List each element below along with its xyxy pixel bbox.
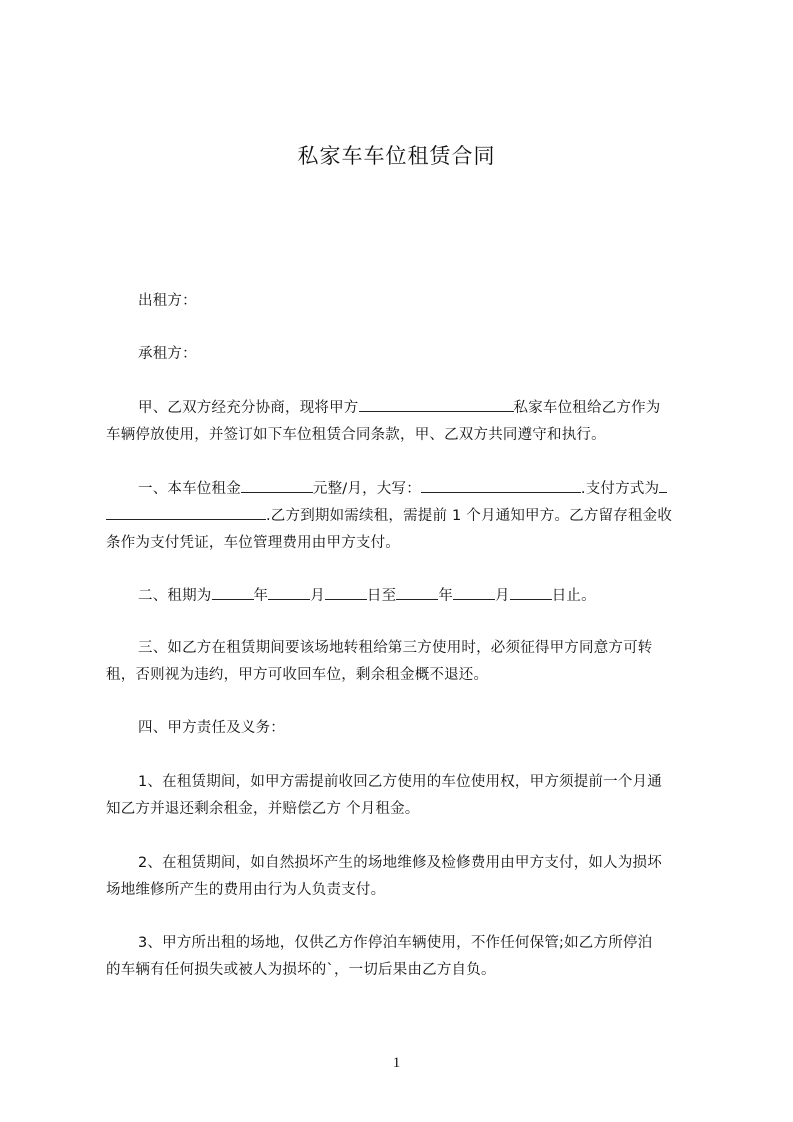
blank-end-day[interactable] xyxy=(510,586,552,600)
clause-4-item-3: 3、甲方所出租的场地，仅供乙方作停泊车辆使用，不作任何保管;如乙方所停泊 的车辆有任何损失或被人为损坏的`，一切后果由乙方自负。 xyxy=(106,935,653,978)
lessee-label: 承租方： xyxy=(138,346,197,362)
clause-4-heading: 四、甲方责任及义务： xyxy=(138,720,285,736)
blank-payment-method-cont[interactable] xyxy=(106,506,266,520)
blank-end-month[interactable] xyxy=(453,586,495,600)
blank-parking-space[interactable] xyxy=(359,398,514,412)
clause-3-sublet: 三、如乙方在租赁期间要该场地转租给第三方使用时，必须征得甲方同意方可转 租，否则视为违约，甲方可收回车位，剩余租金概不退还。 xyxy=(106,640,653,683)
lessor-label: 出租方： xyxy=(138,293,197,309)
page-number: 1 xyxy=(392,1055,401,1071)
clause-2-term: 二、租期为 年 月 日至 年 月 日止。 xyxy=(138,588,596,604)
document-title: 私家车车位租赁合同 xyxy=(297,144,496,168)
clause-1-rent: 一、本车位租金 元整/月，大写： .支付方式为 .乙方到期如需续租，需提前 1 个月通知甲方。乙方留存租金收 条作为支付凭证，车位管理费用由甲方支付。 xyxy=(106,481,673,551)
blank-payment-method[interactable] xyxy=(659,479,667,493)
blank-rent-in-words[interactable] xyxy=(421,479,581,493)
lessor-line xyxy=(106,288,706,315)
clause-4-item-2: 2、在租赁期间，如自然损坏产生的场地维修及检修费用由甲方支付，如人为损坏 场地维修所产生的费用由行为人负责支付。 xyxy=(106,855,662,898)
blank-rent-amount[interactable] xyxy=(241,479,313,493)
blank-end-year[interactable] xyxy=(396,586,438,600)
lessee-line xyxy=(106,341,706,368)
intro-paragraph: 甲、乙双方经充分协商，现将甲方 私家车位租给乙方作为 车辆停放使用，并签订如下车位租赁合同条款，甲、乙双方共同遵守和执行。 xyxy=(106,400,661,443)
blank-start-day[interactable] xyxy=(325,586,367,600)
blank-start-month[interactable] xyxy=(268,586,310,600)
blank-start-year[interactable] xyxy=(212,586,254,600)
clause-4-item-1: 1、在租赁期间，如甲方需提前收回乙方使用的车位使用权，甲方须提前一个月通 知乙方并退还剩余租金，并赔偿乙方 个月租金。 xyxy=(106,774,662,817)
